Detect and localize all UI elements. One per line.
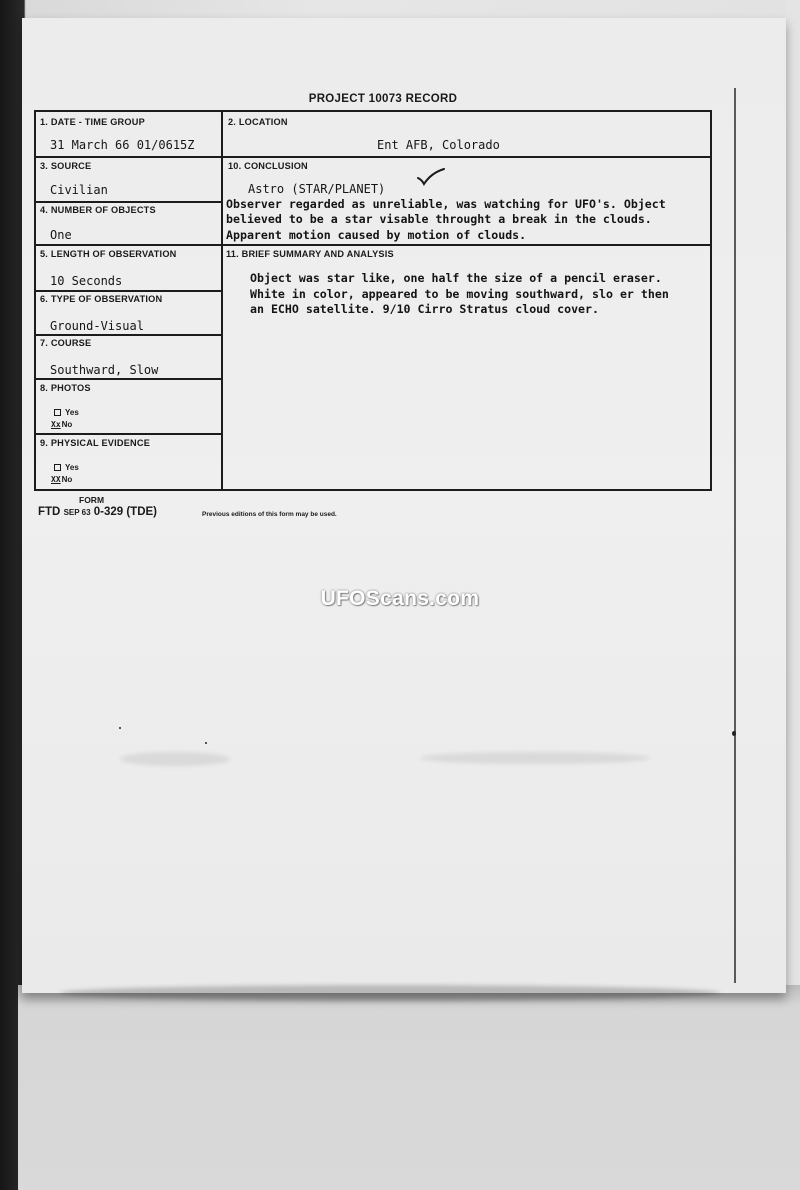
- footer-note: Previous editions of this form may be used.: [202, 511, 337, 518]
- photos-yes-option: Yes: [54, 408, 79, 417]
- checkbox-icon: [54, 464, 61, 471]
- conclusion-line: Observer regarded as unreliable, was watching for UFO's. Object: [226, 197, 666, 211]
- checkmark-icon: [416, 167, 446, 187]
- location-label: 2. LOCATION: [228, 117, 288, 127]
- number-of-objects-label: 4. NUMBER OF OBJECTS: [40, 205, 156, 215]
- date-time-group-value: 31 March 66 01/0615Z: [50, 138, 195, 152]
- row-divider: [36, 244, 710, 246]
- summary-label: 11. BRIEF SUMMARY AND ANALYSIS: [226, 249, 394, 259]
- checked-box-icon: Xx: [51, 420, 61, 429]
- physical-evidence-no-option: XXNo: [51, 475, 73, 484]
- scan-speck: [119, 727, 121, 729]
- conclusion-line: Apparent motion caused by motion of clouds.: [226, 228, 527, 242]
- page-edge-line: [734, 88, 736, 983]
- summary-line: White in color, appeared to be moving southward, slo er then: [250, 287, 669, 301]
- watermark: UFOScans.com: [320, 587, 480, 610]
- column-divider: [221, 112, 223, 489]
- checked-box-icon: XX: [51, 475, 61, 484]
- photos-label: 8. PHOTOS: [40, 383, 91, 393]
- length-of-observation-label: 5. LENGTH OF OBSERVATION: [40, 249, 177, 259]
- conclusion-label: 10. CONCLUSION: [228, 161, 308, 171]
- summary-line: an ECHO satellite. 9/10 Cirro Stratus cloud cover.: [250, 302, 600, 316]
- row-divider: [36, 378, 221, 380]
- source-label: 3. SOURCE: [40, 161, 92, 171]
- conclusion-value: Astro (STAR/PLANET): [248, 182, 386, 196]
- scan-smudge: [120, 752, 230, 766]
- row-divider: [36, 201, 221, 203]
- checkbox-icon: [54, 409, 61, 416]
- row-divider: [36, 156, 710, 158]
- course-label: 7. COURSE: [40, 338, 92, 348]
- row-divider: [36, 334, 221, 336]
- footer-form-label: FORM: [79, 495, 105, 505]
- footer-form-code: FTD SEP 63 0-329 (TDE): [38, 506, 158, 518]
- number-of-objects-value: One: [50, 228, 72, 242]
- scan-speck: [205, 742, 207, 744]
- row-divider: [36, 433, 221, 435]
- summary-line: Object was star like, one half the size of a pencil eraser.: [250, 271, 662, 285]
- scan-speck: [732, 731, 736, 736]
- row-divider: [36, 290, 221, 292]
- course-value: Southward, Slow: [50, 363, 159, 377]
- length-of-observation-value: 10 Seconds: [50, 274, 123, 288]
- record-form: [34, 110, 712, 491]
- source-value: Civilian: [50, 183, 108, 197]
- underlying-sheet: [18, 985, 800, 1190]
- page-title: PROJECT 10073 RECORD: [308, 93, 458, 105]
- photos-no-option: XxNo: [51, 420, 73, 429]
- conclusion-line: believed to be a star visable throught a break in the clouds.: [226, 212, 652, 226]
- scan-smudge: [420, 752, 650, 764]
- scan-shadow: [60, 985, 720, 1001]
- physical-evidence-yes-option: Yes: [54, 463, 79, 472]
- type-of-observation-value: Ground-Visual: [50, 319, 144, 333]
- location-value: Ent AFB, Colorado: [377, 138, 500, 152]
- type-of-observation-label: 6. TYPE OF OBSERVATION: [40, 294, 163, 304]
- date-time-group-label: 1. DATE - TIME GROUP: [40, 117, 145, 127]
- physical-evidence-label: 9. PHYSICAL EVIDENCE: [40, 438, 151, 448]
